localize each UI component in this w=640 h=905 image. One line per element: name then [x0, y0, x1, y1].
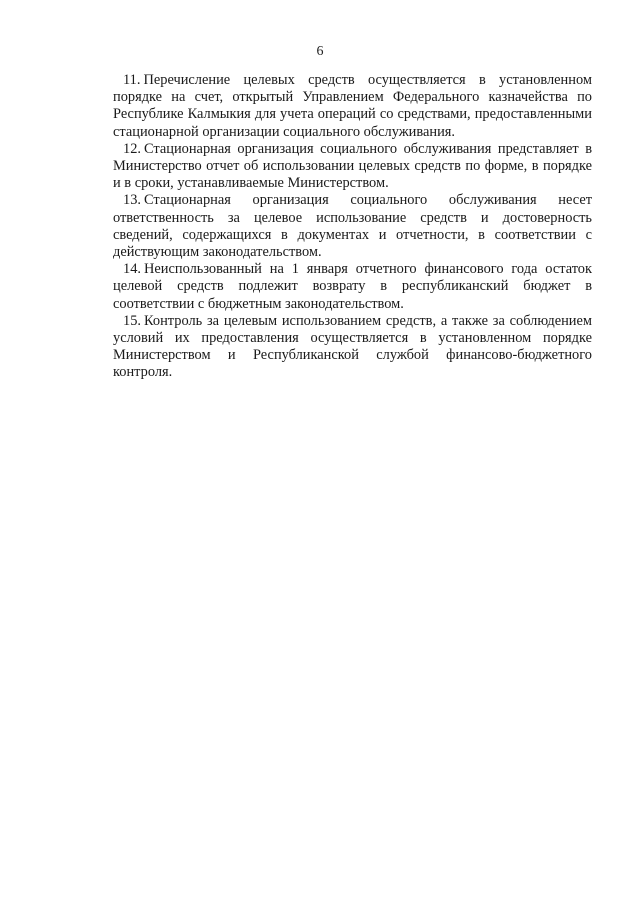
paragraph-number: 13. — [123, 192, 141, 209]
paragraph-12 — [113, 141, 592, 193]
paragraph-number: 15. — [123, 312, 141, 329]
paragraph-number: 12. — [123, 140, 141, 157]
paragraph-text: Стационарная организация социального обслуживания представляет в Министерство отчет об использовании целевых средств по форме, в порядке и в сроки, устанавливаемые Министерством. — [113, 140, 592, 192]
paragraph-text: Неиспользованный на 1 января отчетного финансового года остаток целевой средств подлежит возврату в республиканский бюджет в соответствии с бюджетным законодательством. — [113, 261, 592, 312]
paragraph-text: Перечисление целевых средств осуществляется в установленном порядке на счет, открытый Управлением Федерального казначейства по Республике Калмыкия для учета операций со средствами, предоставленными стационарной организации социального обслуживания. — [113, 72, 592, 140]
paragraph-13 — [113, 192, 592, 261]
document-body — [113, 72, 592, 382]
paragraph-11 — [113, 72, 592, 141]
paragraph-15 — [113, 313, 592, 382]
paragraph-14 — [113, 261, 592, 313]
paragraph-text: Стационарная организация социального обслуживания несет ответственность за целевое использование средств и достоверность сведений, содержащихся в документах и отчетности, в соответствии с действующим законодательством. — [113, 192, 592, 261]
page-number: 6 — [316, 44, 324, 59]
paragraph-number: 11. — [123, 72, 141, 88]
paragraph-text: Контроль за целевым использованием средств, а также за соблюдением условий их предоставления осуществляется в установленном порядке Министерством и Республиканской службой финансово-бюджетного контроля. — [113, 312, 592, 381]
paragraph-number: 14. — [123, 261, 141, 278]
